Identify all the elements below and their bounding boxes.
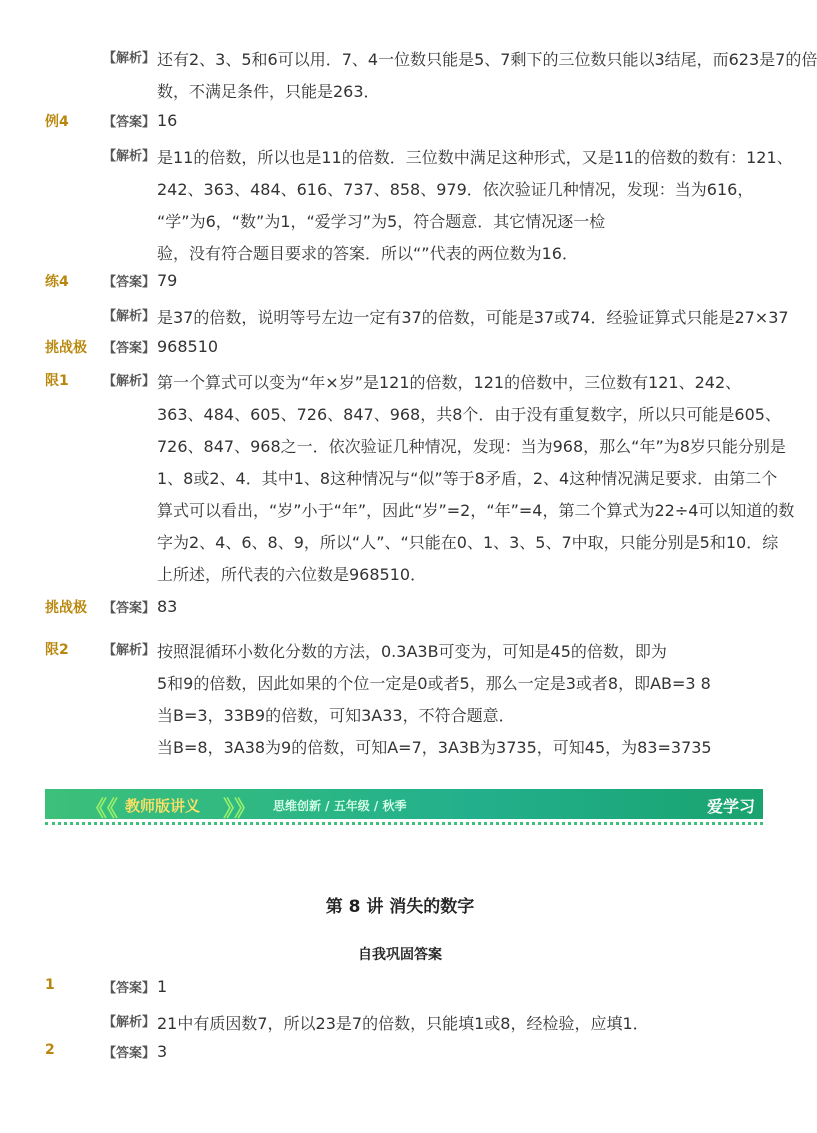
banner-subtitle: 思维创新 / 五年级 / 秋季 <box>273 799 407 813</box>
text-line: 第一个算式可以变为“年×岁”是121的倍数，121的倍数中，三位数有121、242、 <box>157 373 742 392</box>
brand-logo: 爱学习 <box>706 797 755 816</box>
text-line: 79 <box>157 271 178 290</box>
question-label: 挑战极 <box>45 600 87 616</box>
text-line: 968510 <box>157 337 219 356</box>
question-label: 练4 <box>45 274 69 290</box>
text-line: 21中有质因数7，所以23是7的倍数，只能填1或8，经检验，应填1． <box>157 1014 649 1033</box>
text-line: 按照混循环小数化分数的方法，0.3A3B可变为，可知是45的倍数，即为 <box>157 642 667 661</box>
question-label: 挑战极 <box>45 340 87 356</box>
question-label: 2 <box>45 1042 55 1058</box>
answer-tag: 【答案】 <box>103 601 156 616</box>
lesson-title: 第 8 讲 消失的数字 <box>325 897 475 917</box>
text-line: 字为2、4、6、8、9，所以“人”、“只能在0、1、3、5、7中取，只能分别是5和10．综 <box>157 533 779 552</box>
text-line: “学”为6，“数”为1，“爱学习”为5，符合题意．其它情况逐一检 <box>157 212 606 231</box>
answer-tag: 【解析】 <box>103 309 156 324</box>
text-line: 是37的倍数，说明等号左边一定有37的倍数，可能是37或74．经验证算式只能是27×37 <box>157 308 789 327</box>
text-line: 当B=8，3A38为9的倍数，可知A=7，3A3B为3735，可知45，为83=3735 <box>157 738 712 757</box>
text-line: 数，不满足条件，只能是263． <box>157 82 380 101</box>
chevron-left-icon: 《《 <box>85 797 119 822</box>
text-line: 上所述，所代表的六位数是968510． <box>157 565 427 584</box>
text-line: 是11的倍数，所以也是11的倍数．三位数中满足这种形式，又是11的倍数的数有：121、 <box>157 148 793 167</box>
text-line: 83 <box>157 597 178 616</box>
text-line: 16 <box>157 111 178 130</box>
text-line: 还有2、3、5和6可以用．7、4一位数只能是5、7剩下的三位数只能以3结尾，而623是7的倍 <box>157 50 817 69</box>
answer-tag: 【答案】 <box>103 981 156 996</box>
text-line: 726、847、968之一．依次验证几种情况，发现：当为968，那么“年”为8岁只能分别是 <box>157 437 786 456</box>
text-line: 当B=3，33B9的倍数，可知3A33，不符合题意． <box>157 706 515 725</box>
question-label: 限2 <box>45 642 69 658</box>
section-title: 自我巩固答案 <box>358 947 442 963</box>
section-banner <box>45 789 763 822</box>
answer-tag: 【解析】 <box>103 643 156 658</box>
question-label: 1 <box>45 977 55 993</box>
answer-tag: 【解析】 <box>103 374 156 389</box>
text-line: 5和9的倍数，因此如果的个位一定是0或者5，那么一定是3或者8，即AB=3 8 <box>157 674 711 693</box>
answer-tag: 【解析】 <box>103 149 156 164</box>
text-line: 1、8或2、4．其中1、8这种情况与“似”等于8矛盾，2、4这种情况满足要求．由第二个 <box>157 469 778 488</box>
banner-title: 教师版讲义 <box>125 797 201 815</box>
text-line: 363、484、605、726、847、968，共8个．由于没有重复数字，所以只可能是605、 <box>157 405 781 424</box>
answer-tag: 【答案】 <box>103 115 156 130</box>
text-line: 验，没有符合题目要求的答案．所以“”代表的两位数为16． <box>157 244 578 263</box>
divider <box>45 822 763 825</box>
answer-tag: 【答案】 <box>103 275 156 290</box>
text-line: 算式可以看出，“岁”小于“年”，因此“岁”=2，“年”=4，第二个算式为22÷4可以知道的数 <box>157 501 795 520</box>
text-line: 3 <box>157 1042 168 1061</box>
answer-tag: 【答案】 <box>103 341 156 356</box>
answer-tag: 【解析】 <box>103 1015 156 1030</box>
answer-tag: 【解析】 <box>103 51 156 66</box>
text-line: 1 <box>157 977 168 996</box>
question-label: 例4 <box>45 114 69 130</box>
chevron-right-icon: 》》 <box>223 797 257 822</box>
text-line: 242、363、484、616、737、858、979．依次验证几种情况，发现：当为616， <box>157 180 754 199</box>
answer-tag: 【答案】 <box>103 1046 156 1061</box>
question-label: 限1 <box>45 373 69 389</box>
